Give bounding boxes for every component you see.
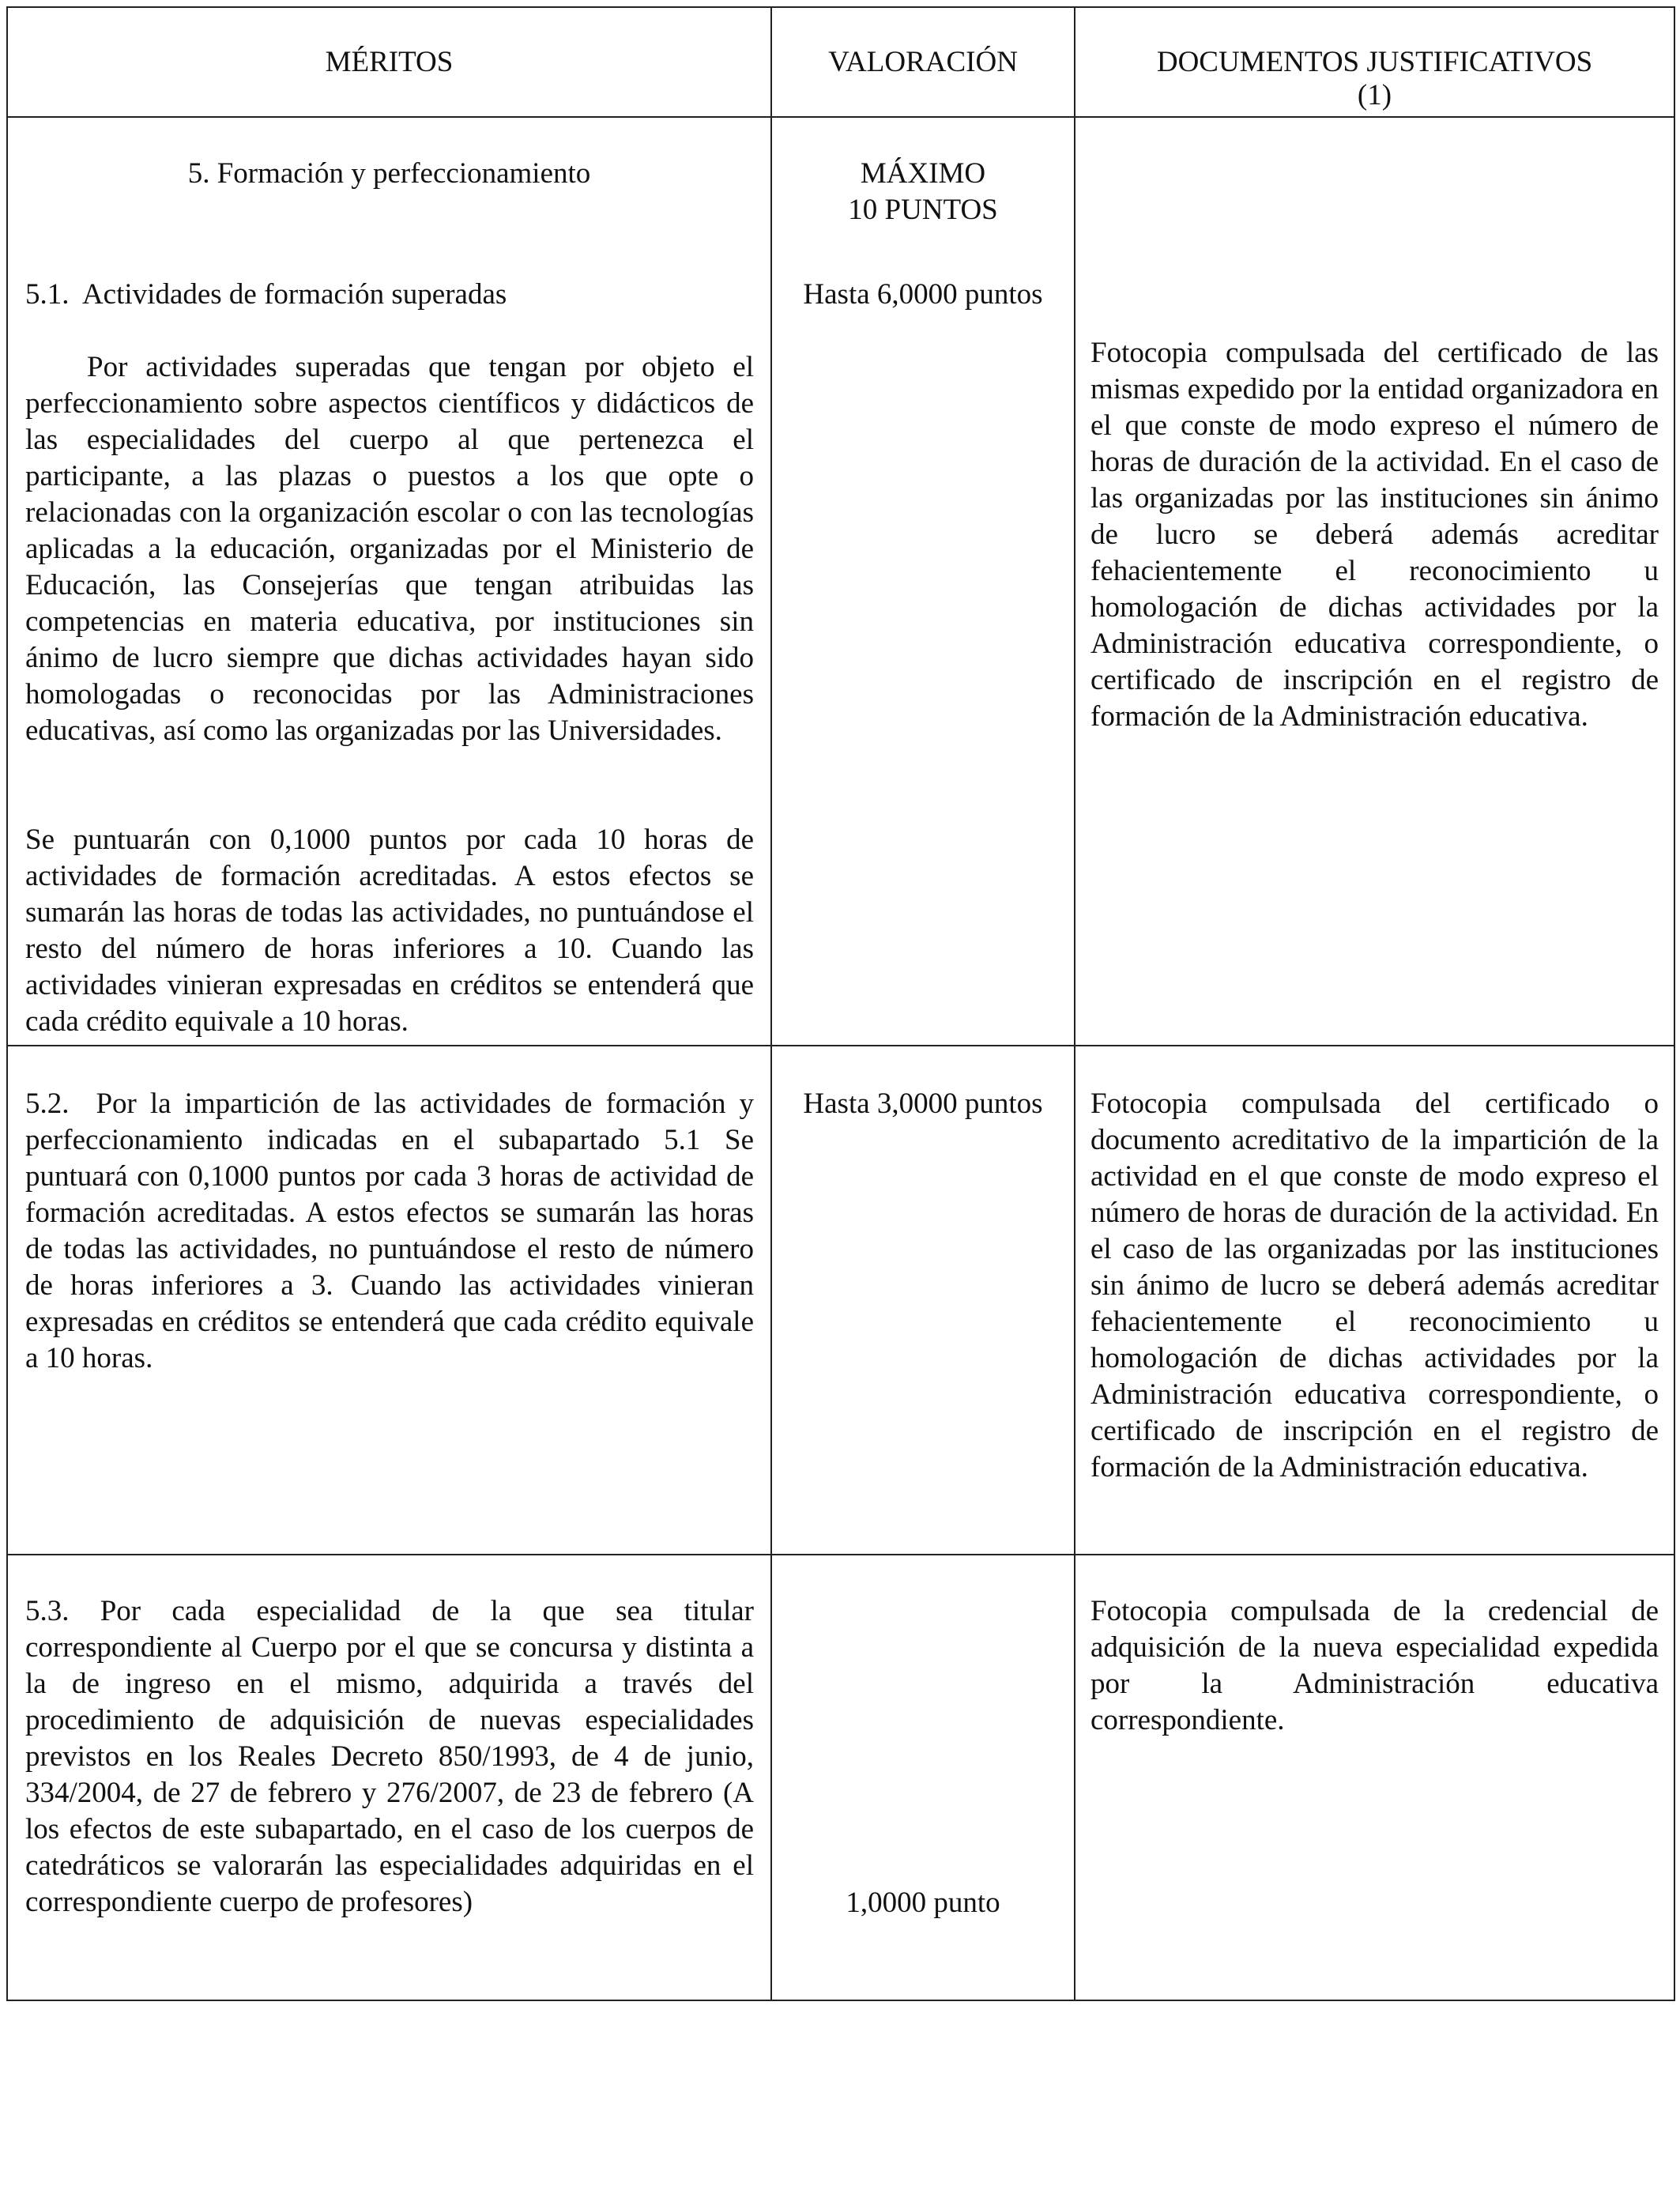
row-divider-51 — [6, 1045, 1675, 1046]
column-divider-2 — [1074, 6, 1075, 2001]
item-51-title — [25, 277, 760, 313]
item-53-text — [25, 1593, 754, 1921]
item-52-text-content: 5.2. Por la impartición de las actividades de formación y perfeccionamiento indicadas en el subapartado 5.1 Se puntuará con 0,1000 puntos por cada 3 horas de actividad de formación acreditadas. A estos efectos se sumarán las horas de todas las actividades, no puntuándose el resto de número de horas inferiores a 3. Cuando las actividades vinieran expresadas en créditos se entenderá que cada crédito equivale a 10 horas. — [25, 1088, 762, 1374]
item-51-documentos-text: Fotocopia compulsada del certificado de las mismas expedido por la entidad organizadora en el que conste de modo expreso el número de horas de duración de la actividad. En el caso de las organizadas por las instituciones sin ánimo de lucro se deberá además acreditar fehacientemente el reconocimiento u homologación de dichas actividades por la Administración educativa correspondiente, o certificado de inscripción en el registro de formación de la Administración educativa. — [1090, 337, 1659, 733]
item-52-valoracion-text: Hasta 3,0000 puntos — [803, 1088, 1043, 1120]
header-documentos-note: (1) — [1357, 79, 1392, 111]
table-border-left — [6, 6, 8, 2001]
item-51-paragraph-1 — [25, 349, 754, 749]
header-documentos — [1075, 44, 1674, 114]
row-divider-52 — [6, 1554, 1675, 1555]
header-valoracion — [772, 44, 1074, 81]
item-51-paragraph-1-text: Por actividades superadas que tengan por objeto el perfeccionamiento sobre aspectos científicos y didácticos de las especialidades del cuerpo al que pertenezca el participante, a las plazas o puestos a los que opte o relacionadas con la organización escolar o con las tecnologías aplicadas a la educación, organizadas por el Ministerio de Educación, las Consejerías que tengan atribuidas las competencias en materia educativa, por instituciones sin ánimo de lucro siempre que dichas actividades hayan sido homologadas o reconocidas por las Administraciones educativas, así como las organizadas por las Universidades. — [25, 351, 754, 747]
item-53-documentos-text: Fotocopia compulsada de la credencial de adquisición de la nueva especialidad expedida por la Administración educativa correspondiente. — [1090, 1595, 1659, 1736]
item-52-documentos — [1090, 1086, 1659, 1486]
item-53-valoracion — [772, 1885, 1074, 1921]
item-51-documentos — [1090, 335, 1659, 735]
item-51-paragraph-2-text: Se puntuarán con 0,1000 puntos por cada 10 horas de actividades de formación acreditadas. A estos efectos se sumarán las horas de todas las actividades, no puntuándose el resto del número de horas inferiores a 10. Cuando las actividades vinieran expresadas en créditos se entenderá que cada crédito equivale a 10 horas. — [25, 824, 754, 1038]
header-meritos — [8, 44, 770, 81]
item-53-valoracion-text: 1,0000 punto — [846, 1887, 1000, 1919]
table-border-right — [1674, 6, 1675, 2001]
item-51-valoracion-text: Hasta 6,0000 puntos — [803, 278, 1043, 311]
section-max-value: 10 PUNTOS — [848, 194, 998, 226]
table-border-top — [6, 6, 1675, 8]
header-valoracion-label: VALORACIÓN — [828, 46, 1018, 78]
table-border-bottom — [6, 2000, 1675, 2001]
section-title-text: 5. Formación y perfeccionamiento — [187, 157, 591, 190]
item-51-paragraph-2 — [25, 822, 754, 1040]
item-51-title-text: 5.1. Actividades de formación superadas — [25, 278, 507, 311]
item-53-text-content: 5.3. Por cada especialidad de la que sea titular correspondiente al Cuerpo por el que se concursa y distinta a la de ingreso en el mismo, adquirida a través del procedimiento de adquisición de nuevas especialidades previstos en los Reales Decreto 850/1993, de 4 de junio, 334/2004, de 27 de febrero y 276/2007, de 23 de febrero (A los efectos de este subapartado, en el caso de los cuerpos de catedráticos se valorarán las especialidades adquiridas en el correspondiente cuerpo de profesores) — [25, 1595, 754, 1918]
header-meritos-label: MÉRITOS — [325, 46, 454, 78]
header-divider — [6, 116, 1675, 118]
section-max-points — [772, 156, 1074, 228]
item-53-documentos — [1090, 1593, 1659, 1739]
section-max-label: MÁXIMO — [860, 157, 986, 190]
section-title — [8, 156, 770, 192]
item-51-valoracion — [772, 277, 1074, 313]
item-52-documentos-text: Fotocopia compulsada del certificado o documento acreditativo de la impartición de la actividad en el que conste de modo expreso el número de horas de duración de la actividad. En el caso de las organizadas por las instituciones sin ánimo de lucro se deberá además acreditar fehacientemente el reconocimiento u homologación de dichas actividades por la Administración educativa correspondiente, o certificado de inscripción en el registro de formación de la Administración educativa. — [1090, 1088, 1659, 1483]
item-52-text — [25, 1086, 762, 1377]
header-documentos-label: DOCUMENTOS JUSTIFICATIVOS — [1156, 46, 1593, 78]
item-52-valoracion — [772, 1086, 1074, 1122]
